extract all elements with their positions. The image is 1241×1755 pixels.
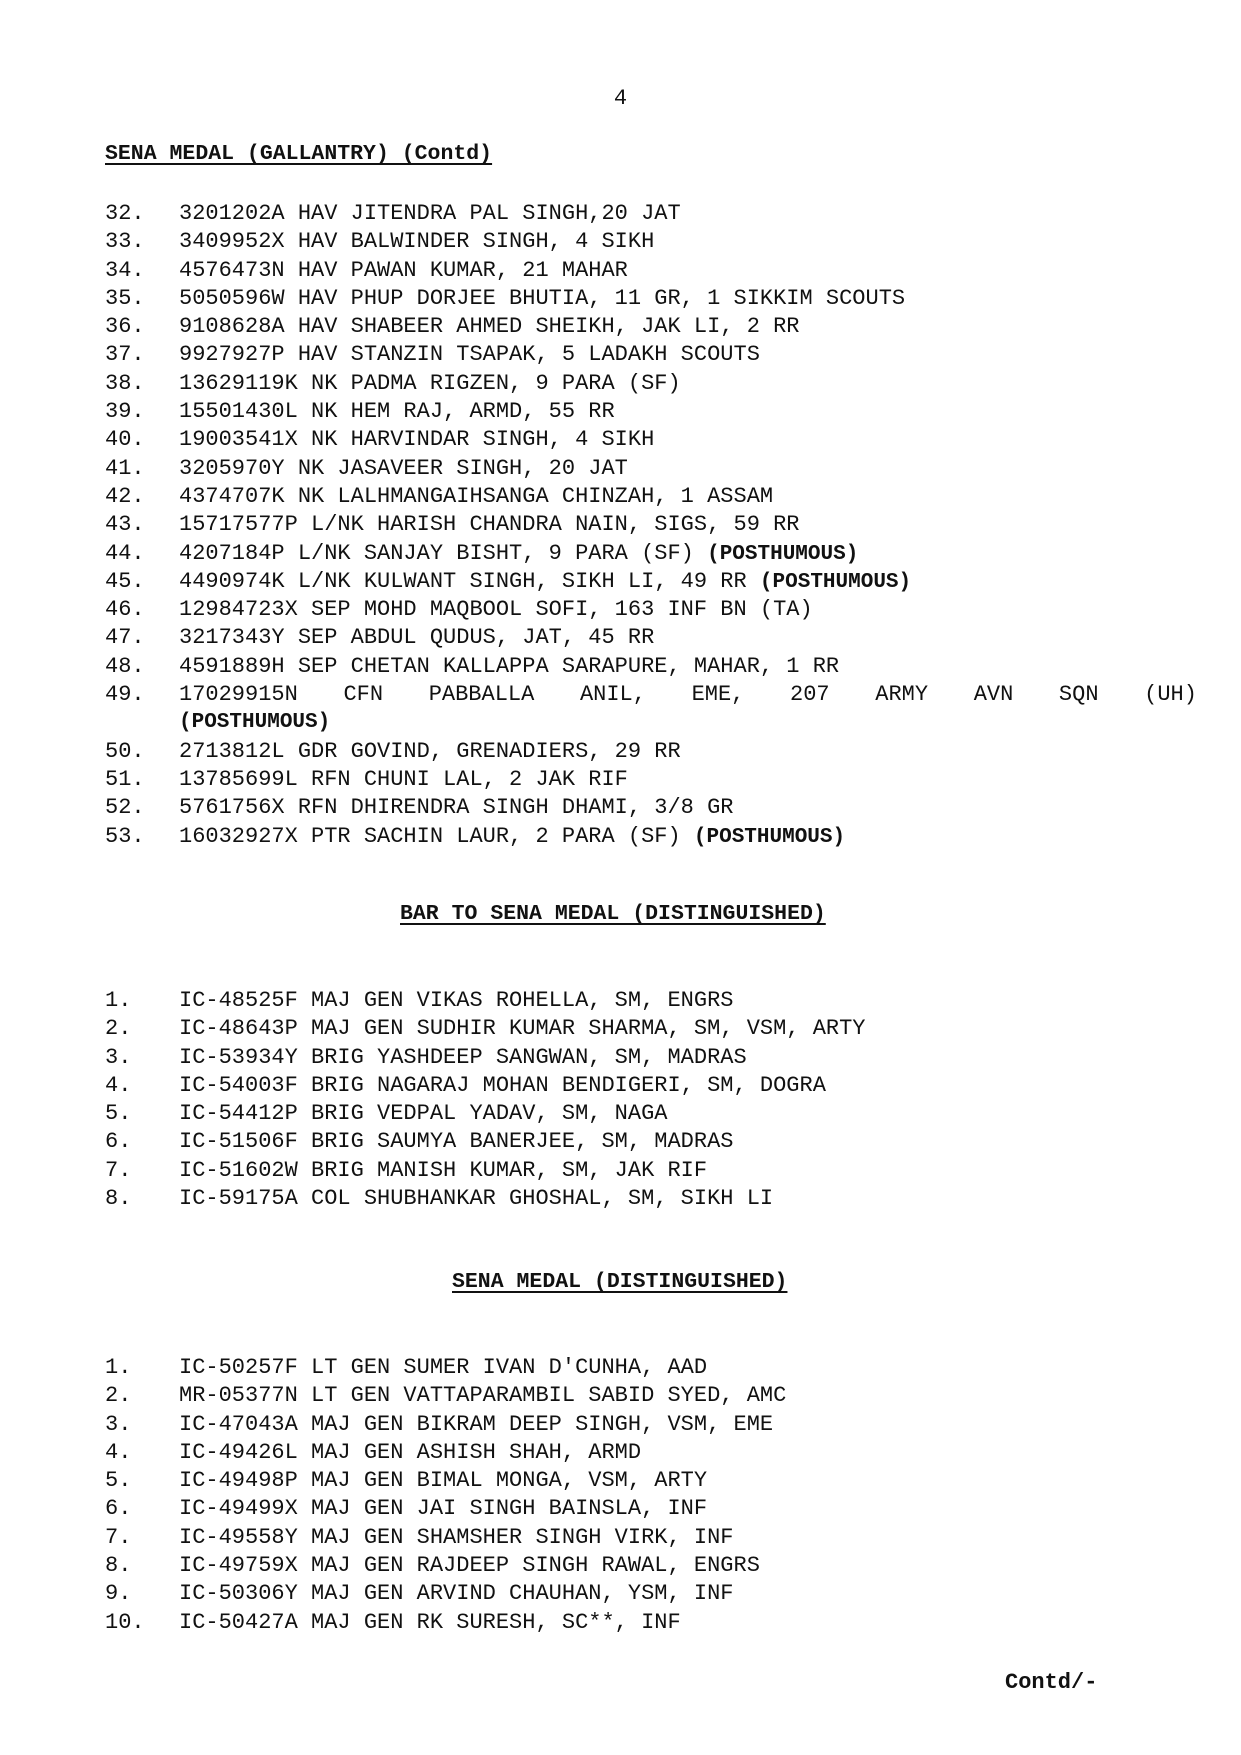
list-item: [105, 1185, 1197, 1213]
item-text: [179, 1580, 734, 1608]
item-text: [179, 1552, 760, 1580]
item-text: [179, 1411, 773, 1439]
list-item: [105, 1382, 1197, 1410]
item-text: [179, 1157, 707, 1185]
item-word: ARMY: [875, 682, 929, 708]
item-entry: 3201202A HAV JITENDRA PAL SINGH,20 JAT: [179, 201, 681, 226]
item-number: 9.: [105, 1581, 132, 1607]
item-text: [179, 483, 773, 511]
item-text: [179, 200, 681, 228]
item-text: [179, 1609, 681, 1637]
item-entry: IC-50257F LT GEN SUMER IVAN D'CUNHA, AAD: [179, 1355, 708, 1380]
list-item: [105, 370, 1197, 398]
item-number: 42.: [105, 483, 145, 509]
item-text: [179, 1439, 641, 1467]
item-entry: IC-48525F MAJ GEN VIKAS ROHELLA, SM, ENGRS: [179, 988, 734, 1013]
list-item: [105, 568, 1197, 596]
distinguished-heading: SENA MEDAL (DISTINGUISHED): [452, 1270, 788, 1294]
distinguished-list: [105, 1354, 1197, 1637]
posthumous-label: (POSTHUMOUS): [707, 542, 859, 566]
item-text: [179, 987, 734, 1015]
item-entry: IC-53934Y BRIG YASHDEEP SANGWAN, SM, MADRAS: [179, 1044, 747, 1070]
item-text: [179, 681, 1197, 709]
list-item: [105, 313, 1197, 341]
list-item: [105, 1439, 1197, 1467]
item-text: [179, 1495, 707, 1523]
item-number: 35.: [105, 285, 145, 311]
item-entry: IC-48643P MAJ GEN SUDHIR KUMAR SHARMA, SM, VSM, ARTY: [179, 1016, 866, 1042]
item-text: [179, 455, 628, 483]
item-text: [179, 1467, 707, 1495]
item-text: [179, 426, 654, 454]
list-item: [105, 1128, 1197, 1156]
item-entry: IC-50306Y MAJ GEN ARVIND CHAUHAN, YSM, INF: [179, 1581, 734, 1607]
list-item: [105, 1524, 1197, 1552]
item-entry: IC-49426L MAJ GEN ASHISH SHAH, ARMD: [179, 1439, 642, 1465]
item-text: [179, 1100, 667, 1128]
item-entry: 15717577P L/NK HARISH CHANDRA NAIN, SIGS, 59 RR: [179, 512, 800, 538]
item-entry: IC-49499X MAJ GEN JAI SINGH BAINSLA, INF: [179, 1496, 708, 1522]
gallantry-list: [105, 200, 1197, 851]
item-number: 49.: [105, 682, 145, 708]
item-entry: IC-51506F BRIG SAUMYA BANERJEE, SM, MADRAS: [179, 1129, 734, 1155]
item-number: 50.: [105, 738, 145, 764]
page-number: 4: [613, 86, 628, 111]
item-text: [179, 1354, 707, 1382]
item-entry: 15501430L NK HEM RAJ, ARMD, 55 RR: [179, 399, 615, 425]
item-entry: IC-49759X MAJ GEN RAJDEEP SINGH RAWAL, ENGRS: [179, 1553, 760, 1579]
item-number: 37.: [105, 342, 145, 368]
item-number: 38.: [105, 370, 145, 396]
item-number: 43.: [105, 512, 145, 538]
item-entry: 4490974K L/NK KULWANT SINGH, SIKH LI, 49 RR: [179, 568, 760, 594]
list-item: [105, 766, 1197, 794]
list-item: [105, 1580, 1197, 1608]
item-entry: IC-50427A MAJ GEN RK SURESH, SC**, INF: [179, 1609, 681, 1635]
item-number: 8.: [105, 1553, 132, 1579]
list-item: [105, 987, 1197, 1015]
item-entry: 2713812L GDR GOVIND, GRENADIERS, 29 RR: [179, 738, 681, 764]
item-word: 17029915N: [179, 682, 298, 708]
item-word: SQN: [1058, 682, 1099, 708]
item-entry: 4591889H SEP CHETAN KALLAPPA SARAPURE, MAHAR, 1 RR: [179, 653, 840, 679]
list-item: [105, 200, 1197, 228]
item-entry: 4374707K NK LALHMANGAIHSANGA CHINZAH, 1 ASSAM: [179, 483, 774, 509]
list-item: [105, 738, 1197, 766]
item-number: 4.: [105, 1439, 132, 1465]
list-item: [105, 285, 1197, 313]
item-entry: 9927927P HAV STANZIN TSAPAK, 5 LADAKH SCOUTS: [179, 342, 760, 368]
posthumous-label: (POSTHUMOUS): [759, 570, 912, 594]
item-word: (UH): [1144, 682, 1197, 708]
item-text: [179, 766, 628, 794]
item-number: 7.: [105, 1524, 132, 1550]
item-entry: 5050596W HAV PHUP DORJEE BHUTIA, 11 GR, 1 SIKKIM SCOUTS: [179, 285, 906, 311]
item-text: [179, 653, 839, 681]
item-text: [179, 1015, 866, 1043]
list-item: [105, 681, 1197, 738]
item-word: EME,: [691, 682, 745, 708]
item-entry: MR-05377N LT GEN VATTAPARAMBIL SABID SYED, AMC: [179, 1383, 787, 1409]
list-item: [105, 1467, 1197, 1495]
item-entry: IC-49498P MAJ GEN BIMAL MONGA, VSM, ARTY: [179, 1468, 708, 1494]
item-number: 51.: [105, 766, 145, 792]
item-entry: 4576473N HAV PAWAN KUMAR, 21 MAHAR: [179, 257, 628, 283]
item-entry: IC-47043A MAJ GEN BIKRAM DEEP SINGH, VSM, EME: [179, 1411, 774, 1437]
item-entry: IC-51602W BRIG MANISH KUMAR, SM, JAK RIF: [179, 1157, 708, 1183]
item-text: [179, 568, 911, 597]
item-number: 39.: [105, 399, 145, 425]
item-number: 5.: [105, 1468, 132, 1494]
item-text: [179, 794, 734, 822]
item-number: 2.: [105, 1016, 132, 1042]
continued-note: Contd/-: [1005, 1670, 1098, 1695]
item-number: 46.: [105, 597, 145, 623]
list-item: [105, 794, 1197, 822]
list-item: [105, 483, 1197, 511]
list-item: [105, 1072, 1197, 1100]
item-number: 53.: [105, 823, 145, 849]
item-entry: 3409952X HAV BALWINDER SINGH, 4 SIKH: [179, 229, 655, 255]
item-number: 36.: [105, 314, 145, 340]
item-word: AVN: [973, 682, 1014, 708]
item-text: [179, 370, 681, 398]
list-item: [105, 455, 1197, 483]
item-text: [179, 228, 654, 256]
item-number: 32.: [105, 201, 145, 226]
list-item: [105, 1354, 1197, 1382]
item-number: 2.: [105, 1383, 132, 1409]
list-item: [105, 1609, 1197, 1637]
item-entry: IC-54412P BRIG VEDPAL YADAV, SM, NAGA: [179, 1101, 668, 1127]
item-text: [179, 1185, 773, 1213]
bar-distinguished-list: [105, 987, 1197, 1213]
gallantry-heading: SENA MEDAL (GALLANTRY) (Contd): [105, 142, 493, 166]
item-entry: 5761756X RFN DHIRENDRA SINGH DHAMI, 3/8 GR: [179, 795, 734, 821]
item-number: 4.: [105, 1072, 132, 1098]
item-text: [179, 738, 681, 766]
item-number: 1.: [105, 1355, 132, 1380]
list-item: [105, 624, 1197, 652]
posthumous-label: (POSTHUMOUS): [693, 825, 846, 849]
item-text: [179, 1382, 786, 1410]
item-entry: 13785699L RFN CHUNI LAL, 2 JAK RIF: [179, 766, 628, 792]
item-entry: IC-59175A COL SHUBHANKAR GHOSHAL, SM, SIKH LI: [179, 1186, 774, 1212]
item-number: 1.: [105, 988, 132, 1013]
item-number: 7.: [105, 1157, 132, 1183]
item-number: 34.: [105, 257, 145, 283]
item-number: 33.: [105, 229, 145, 255]
item-entry: 19003541X NK HARVINDAR SINGH, 4 SIKH: [179, 427, 655, 453]
list-item: [105, 228, 1197, 256]
item-text: [179, 823, 845, 852]
item-entry: 4207184P L/NK SANJAY BISHT, 9 PARA (SF): [179, 540, 708, 566]
item-entry: 12984723X SEP MOHD MAQBOOL SOFI, 163 INF BN (TA): [179, 597, 813, 623]
list-item: [105, 1157, 1197, 1185]
item-word: CFN: [343, 682, 384, 708]
item-number: 5.: [105, 1101, 132, 1127]
item-text: [179, 1044, 747, 1072]
item-number: 3.: [105, 1411, 132, 1437]
list-item: [105, 1411, 1197, 1439]
list-item: [105, 540, 1197, 568]
item-number: 10.: [105, 1609, 145, 1635]
item-entry: 3217343Y SEP ABDUL QUDUS, JAT, 45 RR: [179, 625, 655, 651]
item-entry: 13629119K NK PADMA RIGZEN, 9 PARA (SF): [179, 370, 681, 396]
item-number: 45.: [105, 568, 145, 594]
item-number: 8.: [105, 1186, 132, 1212]
item-text: [179, 313, 800, 341]
item-word: PABBALLA: [428, 682, 535, 708]
item-text: [179, 341, 760, 369]
item-number: 40.: [105, 427, 145, 453]
item-word: ANIL,: [579, 682, 646, 708]
item-word: 207: [790, 682, 830, 708]
list-item: [105, 823, 1197, 851]
list-item: [105, 511, 1197, 539]
item-entry: IC-54003F BRIG NAGARAJ MOHAN BENDIGERI, SM, DOGRA: [179, 1072, 826, 1098]
item-text: [179, 257, 628, 285]
item-entry: 9108628A HAV SHABEER AHMED SHEIKH, JAK LI, 2 RR: [179, 314, 800, 340]
item-number: 48.: [105, 653, 145, 679]
list-item: [105, 1552, 1197, 1580]
list-item: [105, 1044, 1197, 1072]
list-item: [105, 596, 1197, 624]
item-number: 41.: [105, 455, 145, 481]
item-text: [179, 540, 858, 569]
list-item: [105, 1495, 1197, 1523]
item-text: [179, 1128, 734, 1156]
item-number: 6.: [105, 1129, 132, 1155]
item-text: [179, 1524, 734, 1552]
item-entry: 3205970Y NK JASAVEER SINGH, 20 JAT: [179, 455, 628, 481]
item-text: [179, 398, 615, 426]
item-text: [179, 624, 654, 652]
item-number: 47.: [105, 625, 145, 651]
item-entry: IC-49558Y MAJ GEN SHAMSHER SINGH VIRK, INF: [179, 1524, 734, 1550]
list-item: [105, 257, 1197, 285]
item-number: 6.: [105, 1496, 132, 1522]
posthumous-label: (POSTHUMOUS): [179, 711, 331, 735]
item-text: [179, 285, 905, 313]
list-item: [105, 1015, 1197, 1043]
list-item: [105, 653, 1197, 681]
item-entry: 16032927X PTR SACHIN LAUR, 2 PARA (SF): [179, 823, 694, 849]
list-item: [105, 398, 1197, 426]
bar-distinguished-heading: BAR TO SENA MEDAL (DISTINGUISHED): [400, 902, 826, 926]
item-text: [179, 1072, 826, 1100]
item-number: 3.: [105, 1044, 132, 1070]
item-text: [179, 511, 800, 539]
list-item: [105, 1100, 1197, 1128]
item-number: 44.: [105, 540, 145, 566]
list-item: [105, 341, 1197, 369]
item-number: 52.: [105, 795, 145, 821]
list-item: [105, 426, 1197, 454]
item-text: [179, 596, 813, 624]
